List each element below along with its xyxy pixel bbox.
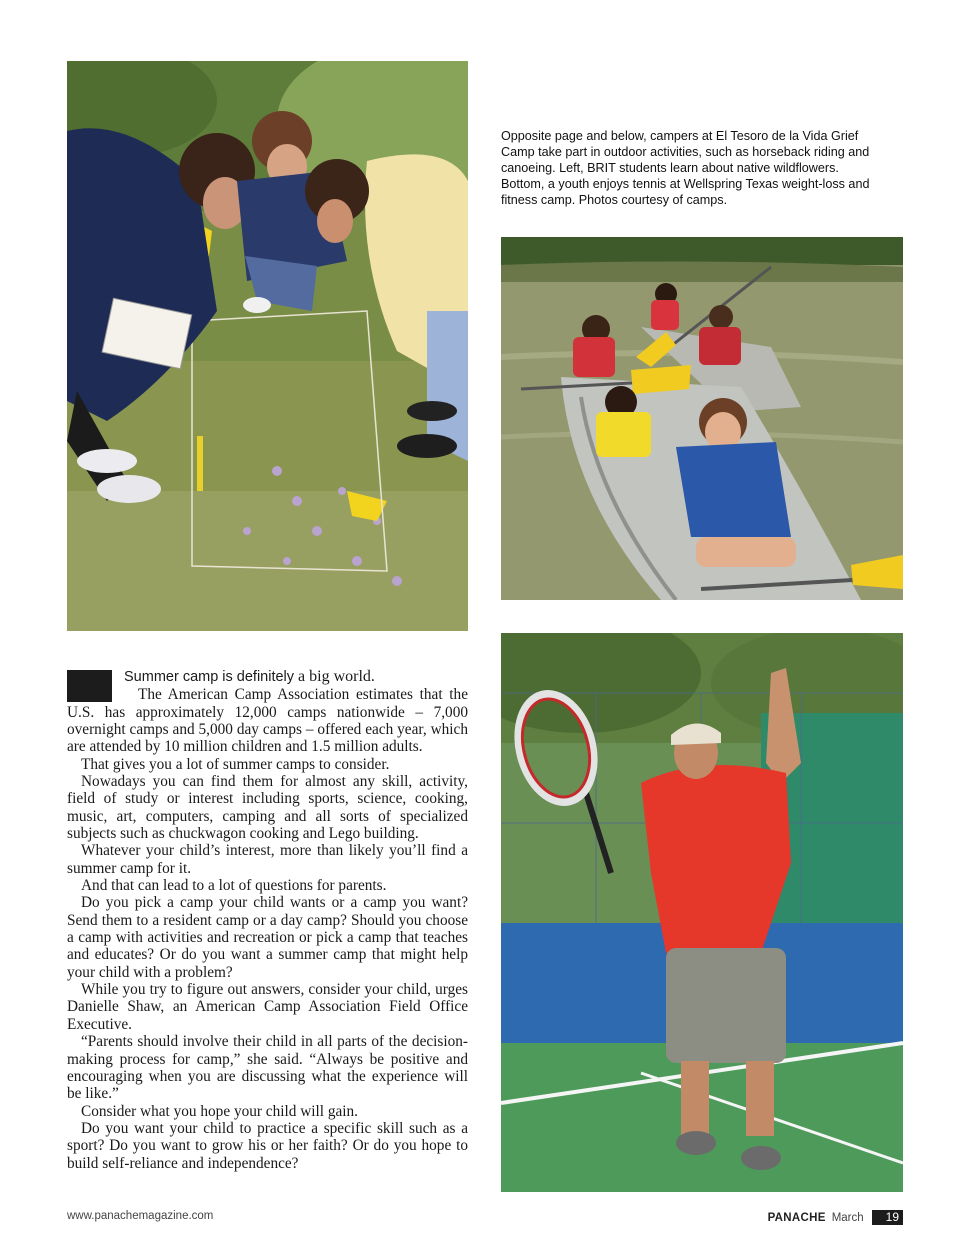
lead-rest-text: a big world. <box>294 668 375 685</box>
page-footer <box>67 1210 903 1226</box>
page-number: 19 <box>872 1210 903 1225</box>
article-paragraph: Do you want your child to practice a specific skill such as a sport? Do you want to grow his or her faith? Or do you hope to build self-reliance and independence? <box>67 1119 468 1172</box>
article-paragraph: That gives you a lot of summer camps to consider. <box>81 755 390 773</box>
wildflowers-illustration <box>67 61 468 631</box>
article-paragraph: While you try to figure out answers, consider your child, urges Danielle Shaw, an American Camp Association Field Office Executive. <box>67 981 468 1033</box>
article-body <box>67 668 468 1172</box>
article-paragraph: “Parents should involve their child in all parts of the decision-making process for camp,” she said. “Always be positive and encouraging when you are discussing what the experience will be like.” <box>67 1033 468 1103</box>
footer-folio <box>768 1210 903 1225</box>
article-paragraph: Nowadays you can find them for almost any skill, activity, field of study or interest including sports, science, cooking, music, art, computers, camping and all sorts of specialized subjects such as chuckwagon cooking and Lego building. <box>67 773 468 843</box>
article-paragraph: Whatever your child’s interest, more than likely you’ll find a summer camp for it. <box>67 842 468 877</box>
tennis-illustration <box>501 633 903 1192</box>
lead-in-text: Summer camp is definitely <box>124 669 295 685</box>
article-paragraph: Do you pick a camp your child wants or a camp you want? Send them to a resident camp or a day camp? Should you choose a camp with activities and recreation or pick a camp that teaches and educates? Or do you want a summer camp that might help your child with a problem? <box>67 894 468 981</box>
article-paragraph: And that can lead to a lot of questions for parents. <box>81 877 387 895</box>
article-lead <box>124 668 468 686</box>
magazine-name: PANACHE <box>767 1211 826 1224</box>
footer-url-link[interactable]: www.panachemagazine.com <box>67 1210 214 1222</box>
canoe-illustration <box>501 237 903 600</box>
photo-canoe <box>501 237 903 600</box>
photo-caption: Opposite page and below, campers at El Tesoro de la Vida Grief Camp take part in outdoor activities, such as horseback riding and canoeing. Left, BRIT students learn about native wildflowers. Bottom, a youth enjoys tennis at Wellspring Texas weight-loss and fitness camp. Photos courtesy of camps. <box>501 129 870 207</box>
article-paragraph: The American Camp Association estimates that the U.S. has approximately 12,000 camps nationwide – 7,000 overnight camps and 5,000 day camps – offered each year, which are attended by 10 million children and 1.5 million adults. <box>67 686 468 756</box>
issue-month: March <box>831 1211 864 1224</box>
section-marker-box <box>67 670 112 702</box>
photo-wildflowers <box>67 61 468 631</box>
photo-tennis <box>501 633 903 1192</box>
article-paragraph: Consider what you hope your child will gain. <box>81 1102 359 1120</box>
